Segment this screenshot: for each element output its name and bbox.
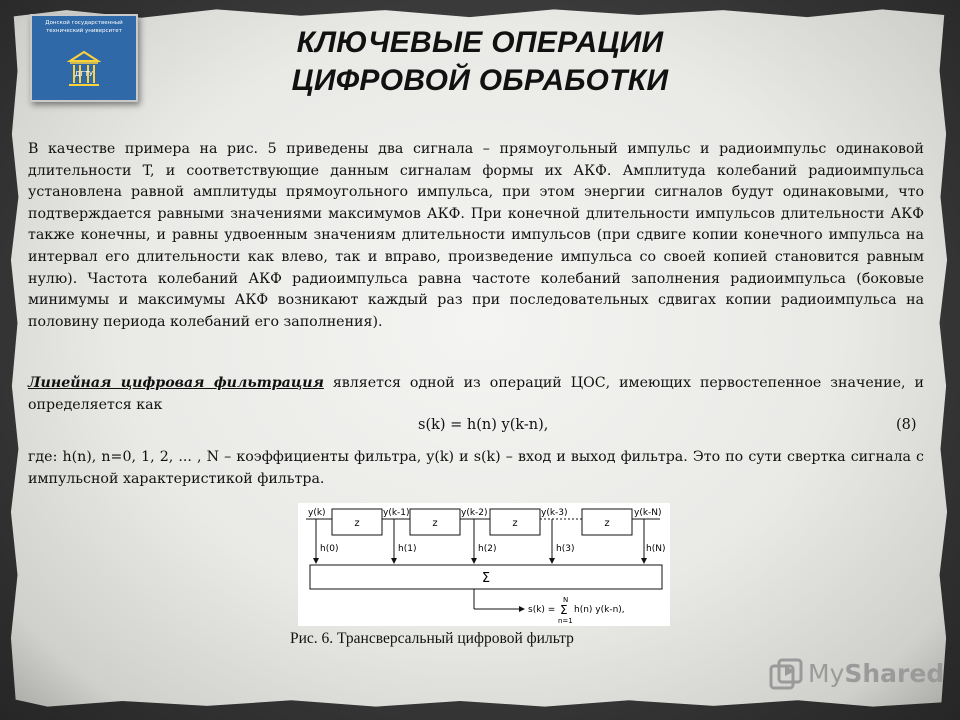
paragraph-linear-filtering-rest: является одной из операций ЦОС, имеющих первостепенное значение, и определяется как	[28, 375, 924, 413]
input-label-n: y(k-N)	[634, 508, 662, 518]
output-sum-upper: N	[563, 596, 569, 604]
filter-block-diagram	[298, 503, 670, 626]
term-linear-filtering: Линейная цифровая фильтрация	[28, 375, 324, 391]
coef-label-3: h(3)	[556, 544, 575, 554]
coef-label-1: h(1)	[398, 544, 417, 554]
figure-caption: Рис. 6. Трансверсальный цифровой фильтр	[290, 630, 574, 647]
logo-text-line2: технический университет	[46, 28, 122, 34]
output-sum-lower: n=1	[558, 617, 573, 625]
delay-label-3: z	[512, 518, 518, 529]
university-logo	[30, 14, 138, 102]
slide-title-line1: КЛЮЧЕВЫЕ ОПЕРАЦИИ	[296, 26, 664, 59]
input-label-3: y(k-3)	[541, 508, 568, 518]
output-sum-symbol: Σ	[560, 603, 568, 617]
input-label-2: y(k-2)	[461, 508, 488, 518]
myshared-watermark	[766, 655, 945, 693]
paragraph-acf-example: В качестве примера на рис. 5 приведены два сигнала – прямоугольный импульс и радиоимпульс одинаковой длительности T, и соответствующие данным сигналам формы их АКФ. Амплитуда колебаний радиоимпульса установлена равной амплитуды прямоугольного импульса, при этом энергии сигналов будут одинаковыми, что подтверждается равными значениями максимумов АКФ. При конечной длительности импульсов длительности АКФ также конечны, и равны удвоенным значениям длительности импульсов (при сдвиге копии конечного импульса на интервал его длительности как влево, так и вправо, произведение импульса со своей копией становится равным нулю). Частота колебаний АКФ радиоимпульса равна частоте колебаний заполнения радиоимпульса (боковые минимумы и максимумы АКФ возникают каждый раз при последовательных сдвигах копии радиоимпульса на половину периода колебаний его заполнения).	[28, 141, 924, 330]
formula-8: s(k) = h(n) y(k-n),	[418, 417, 549, 433]
input-label-0: y(k)	[308, 508, 326, 518]
logo-text-line1: Донской государственный	[45, 20, 123, 26]
output-rhs: h(n) y(k-n),	[574, 605, 625, 615]
coef-label-0: h(0)	[320, 544, 339, 554]
summation-symbol: Σ	[481, 571, 491, 586]
input-label-1: y(k-1)	[383, 508, 410, 518]
delay-label-1: z	[354, 518, 360, 529]
slide-title-line2: ЦИФРОВОЙ ОБРАБОТКИ	[291, 64, 669, 97]
logo-mark-text: ДГТУ	[74, 70, 94, 78]
delay-label-2: z	[432, 518, 438, 529]
formula-number: (8)	[896, 417, 917, 433]
university-emblem-icon	[66, 49, 102, 91]
delay-label-n: z	[604, 518, 610, 529]
output-lhs: s(k) =	[528, 605, 556, 615]
paragraph-filter-definition: где: h(n), n=0, 1, 2, ... , N – коэффициенты фильтра, y(k) и s(k) – вход и выход фильтра. Это по сути свертка сигнала с импульсной характеристикой фильтра.	[28, 449, 924, 487]
myshared-logo-icon	[768, 657, 804, 693]
myshared-brand-text: MyShared	[808, 659, 945, 688]
coef-label-n: h(N)	[646, 544, 666, 554]
paragraph-linear-filtering	[28, 373, 924, 416]
transversal-filter-diagram	[298, 503, 670, 626]
coef-label-2: h(2)	[478, 544, 497, 554]
